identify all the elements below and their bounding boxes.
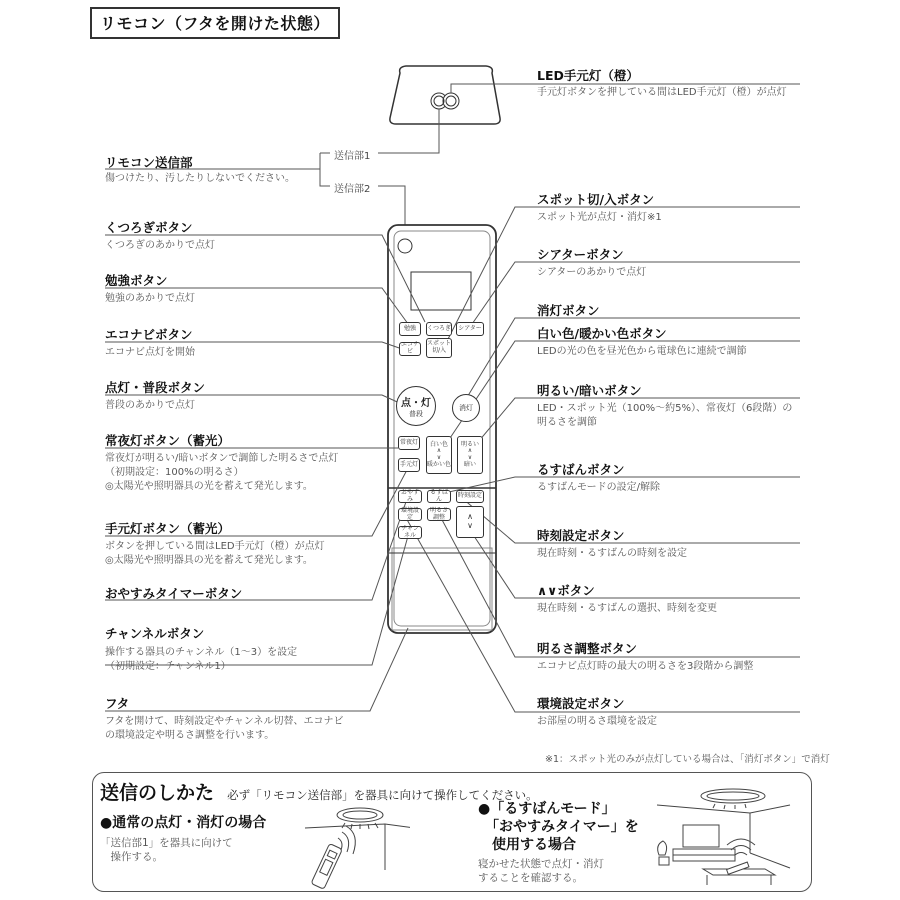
case-desc: 寝かせた状態で点灯・消灯 [478,858,604,870]
bright-label: 明るい [460,440,479,448]
page-title: リモコン（フタを開けた状態） [90,7,340,39]
color-white-label: 白い色 [429,440,448,448]
label-shoto [537,301,600,319]
label-kutsurogi [105,218,215,253]
label-desc: LED・スポット光（100%〜約5%）、常夜灯（6段階）の [537,403,793,414]
down-icon: ∨ [467,454,473,461]
label-updown [537,581,717,616]
label-desc: るすばんモードの設定/解除 [537,482,660,493]
remote-color-button [426,436,452,474]
remote-rusuban-button: るすばん [427,490,451,503]
remote-kutsurogi-button: くつろぎ [426,322,452,336]
up-arrow-icon: ∧ [467,512,473,522]
futsu-label: 普段 [409,409,423,418]
label-desc: 操作する器具のチャンネル（1〜3）を設定 [105,647,298,658]
how-to-title: 送信のしかた [100,782,215,804]
label-heading: 常夜灯ボタン（蓄光） [105,433,231,448]
case-desc: することを確認する。 [478,872,583,884]
label-futa [105,694,344,743]
label-desc: LEDの光の色を昼光色から電球色に連続で調節 [537,346,747,357]
label-rusuban [537,460,660,495]
transmitter-heading: リモコン送信部 [105,155,193,170]
label-heading: フタ [105,696,130,711]
transmitter-tag-1: 送信部1 [332,147,372,162]
remote-theater-button: シアター [456,322,484,336]
label-joyato [105,431,338,494]
label-heading: 点灯・普段ボタン [105,380,206,395]
down-icon: ∨ [436,454,442,461]
label-desc: ボタンを押している間はLED手元灯（橙）が点灯 [105,541,325,552]
label-heading: シアターボタン [537,247,624,262]
remote-shoto-button: 消灯 [452,394,480,422]
remote-channel-button: チャンネル [398,526,422,539]
label-theater [537,245,646,280]
label-desc: フタを開けて、時刻設定やチャンネル切替、エコナビ [105,716,344,727]
case-desc: 「送信部1」を器具に向けて [100,837,233,849]
label-heading: 手元灯ボタン（蓄光） [105,521,231,536]
label-color [537,324,747,359]
label-desc: （初期設定：100%の明るさ） [105,467,244,478]
label-heading: 環境設定ボタン [537,696,625,711]
case-heading: 使用する場合 [478,837,576,853]
transmitter-desc: 傷つけたり、汚したりしないでください。 [105,173,295,184]
label-heading: 勉強ボタン [105,273,168,288]
remote-joyato-button: 常夜灯 [398,436,420,450]
led-desc: 手元灯ボタンを押している間はLED手元灯（橙）が点灯 [537,87,787,98]
color-warm-label: 暖かい色 [427,460,452,468]
down-arrow-icon: ∨ [467,521,473,530]
dark-label: 暗い [463,460,476,468]
how-to-subtitle: 必ず「リモコン送信部」を器具に向けて操作してください。 [227,788,538,802]
label-heading: 明るさ調整ボタン [537,641,638,656]
label-heading: おやすみタイマーボタン [105,586,243,601]
tento-label: 点・灯 [401,397,431,409]
label-desc: 勉強のあかりで点灯 [105,293,195,304]
remote-brightness-button [457,436,483,474]
label-heading: 消灯ボタン [537,303,600,318]
remote-benkyo-button: 勉強 [399,322,421,336]
remote-tento-button [396,386,436,426]
remote-oyasumi-button: おやすみ [398,490,422,503]
label-akarusa [537,639,753,674]
label-desc: 明るさを調節 [537,417,597,428]
label-desc: 現在時刻・るすばんの選択、時刻を変更 [537,603,717,614]
label-desc: エコナビ点灯時の最大の明るさを3段階から調整 [537,661,754,672]
label-desc: （初期設定：チャンネル1） [105,661,231,672]
label-channel [105,624,297,674]
label-desc: エコナビ点灯を開始 [105,347,195,358]
label-heading: 明るい/暗いボタン [537,383,642,398]
led-heading: LED手元灯（橙） [537,68,639,83]
label-heading: るすばんボタン [537,462,625,477]
ceiling-light-remote-illustration [290,800,410,895]
label-temoto [105,519,325,568]
label-desc: お部屋の明るさ環境を設定 [537,716,657,727]
label-spot [537,190,662,225]
case-rusuban [478,800,639,885]
remote-updown-button [456,506,484,538]
remote-spot-button: スポット切/入 [426,338,452,358]
label-desc: くつろぎのあかりで点灯 [105,240,215,251]
label-benkyo [105,271,195,306]
label-desc: シアターのあかりで点灯 [537,267,647,278]
case-desc: 操作する。 [100,851,163,863]
remote-kankyo-button: 環境設定 [398,508,422,521]
up-icon: ∧ [436,447,442,455]
label-desc: ◎太陽光や照明器具の光を蓄えて発光します。 [105,481,313,492]
label-heading: ∧∨ボタン [537,583,595,598]
case-heading: ●「るすばんモード」 [478,801,616,817]
remote-jikoku-button: 時刻設定 [456,490,484,503]
label-heading: スポット切/入ボタン [537,192,655,207]
label-econavi [105,325,195,360]
label-heading: くつろぎボタン [105,220,193,235]
label-jikoku [537,526,687,561]
remote-akarusa-button: 明るさ調整 [427,508,451,521]
label-heading: 白い色/暖かい色ボタン [537,326,667,341]
footnote: ※1：スポット光のみが点灯している場合は、「消灯ボタン」で消灯 [545,754,830,765]
label-kankyo [537,694,657,729]
label-desc: 普段のあかりで点灯 [105,400,195,411]
remote-econavi-button: エコナビ [400,341,419,355]
up-icon: ∧ [467,447,473,455]
label-brightness [537,381,792,430]
label-desc: 現在時刻・るすばんの時刻を設定 [537,548,687,559]
transmitter-tag-2: 送信部2 [332,180,372,195]
room-illustration [645,783,815,888]
case-heading: 「おやすみタイマー」を [478,819,639,835]
label-desc: の環境設定や明るさ調整を行います。 [105,730,275,741]
case-normal [100,812,266,864]
remote-temoto-button: 手元灯 [398,458,420,472]
label-desc: スポット光が点灯・消灯※1 [537,212,662,223]
label-tento [105,378,205,413]
label-heading: チャンネルボタン [105,626,205,641]
label-desc: 常夜灯が明るい/暗いボタンで調節した明るさで点灯 [105,453,339,464]
label-oyasumi [105,584,242,602]
label-heading: エコナビボタン [105,327,193,342]
label-heading: 時刻設定ボタン [537,528,625,543]
case-heading: ●通常の点灯・消灯の場合 [100,815,267,831]
label-desc: ◎太陽光や照明器具の光を蓄えて発光します。 [105,555,313,566]
